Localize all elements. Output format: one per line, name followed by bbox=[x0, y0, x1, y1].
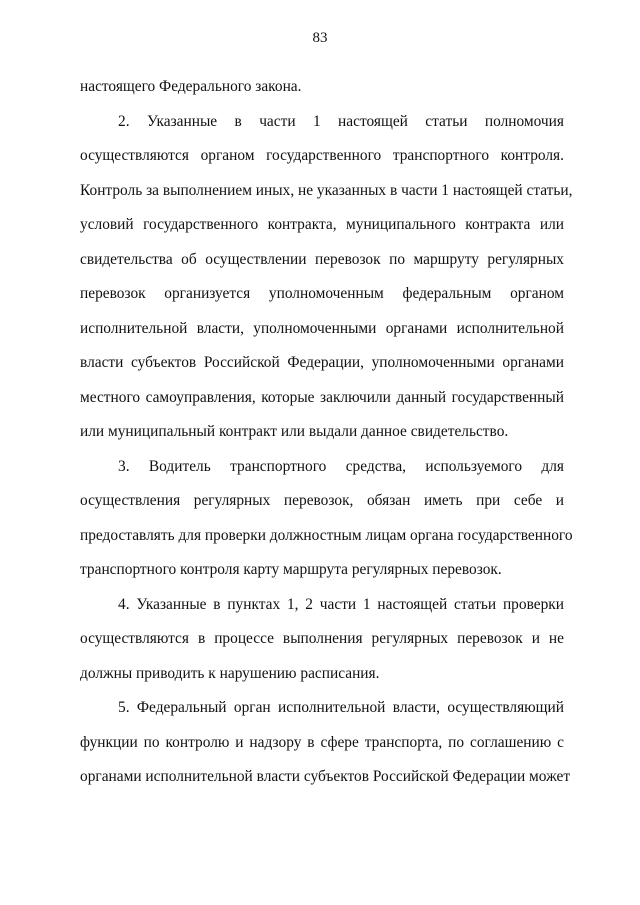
text-line: осуществляются в процессе выполнения регулярных перевозок и не bbox=[80, 630, 564, 647]
text-line: местного самоуправления, которые заключили данный государственный bbox=[80, 388, 564, 406]
text-line: 4. Указанные в пунктах 1, 2 части 1 настоящей статьи проверки bbox=[118, 595, 564, 613]
text-line: функции по контролю и надзору в сфере транспорта, по соглашению с bbox=[80, 733, 564, 751]
text-line: осуществляются органом государственного транспортного контроля. bbox=[80, 147, 564, 164]
text-line: должны приводить к нарушению расписания. bbox=[80, 664, 380, 682]
text-line: осуществления регулярных перевозок, обязан иметь при себе и bbox=[80, 492, 564, 509]
text-line: транспортного контроля карту маршрута регулярных перевозок. bbox=[80, 561, 502, 578]
text-line: исполнительной власти, уполномоченными органами исполнительной bbox=[80, 319, 564, 337]
text-line: настоящего Федерального закона. bbox=[80, 78, 302, 95]
paragraph bbox=[80, 70, 564, 105]
text-line: перевозок организуется уполномоченным федеральным органом bbox=[80, 285, 564, 302]
text-line: условий государственного контракта, муниципального контракта или bbox=[80, 216, 564, 233]
page-number: 83 bbox=[312, 30, 328, 46]
document-body bbox=[80, 70, 573, 795]
text-line: Контроль за выполнением иных, не указанных в части 1 настоящей статьи, bbox=[80, 181, 573, 199]
text-line: или муниципальный контракт или выдали данное свидетельство. bbox=[80, 423, 509, 440]
text-line: 2. Указанные в части 1 настоящей статьи полномочия bbox=[118, 112, 564, 130]
text-line: органами исполнительной власти субъектов Российской Федерации может bbox=[80, 768, 571, 785]
text-line: предоставлять для проверки должностным лицам органа государственного bbox=[80, 526, 573, 544]
paragraph bbox=[80, 105, 573, 450]
paragraph bbox=[80, 450, 573, 588]
text-line: 5. Федеральный орган исполнительной власти, осуществляющий bbox=[118, 699, 564, 716]
paragraph bbox=[80, 588, 564, 692]
text-line: 3. Водитель транспортного средства, используемого для bbox=[118, 457, 564, 475]
text-line: власти субъектов Российской Федерации, уполномоченными органами bbox=[80, 354, 564, 371]
paragraph bbox=[80, 691, 571, 795]
text-line: свидетельства об осуществлении перевозок по маршруту регулярных bbox=[80, 250, 564, 268]
